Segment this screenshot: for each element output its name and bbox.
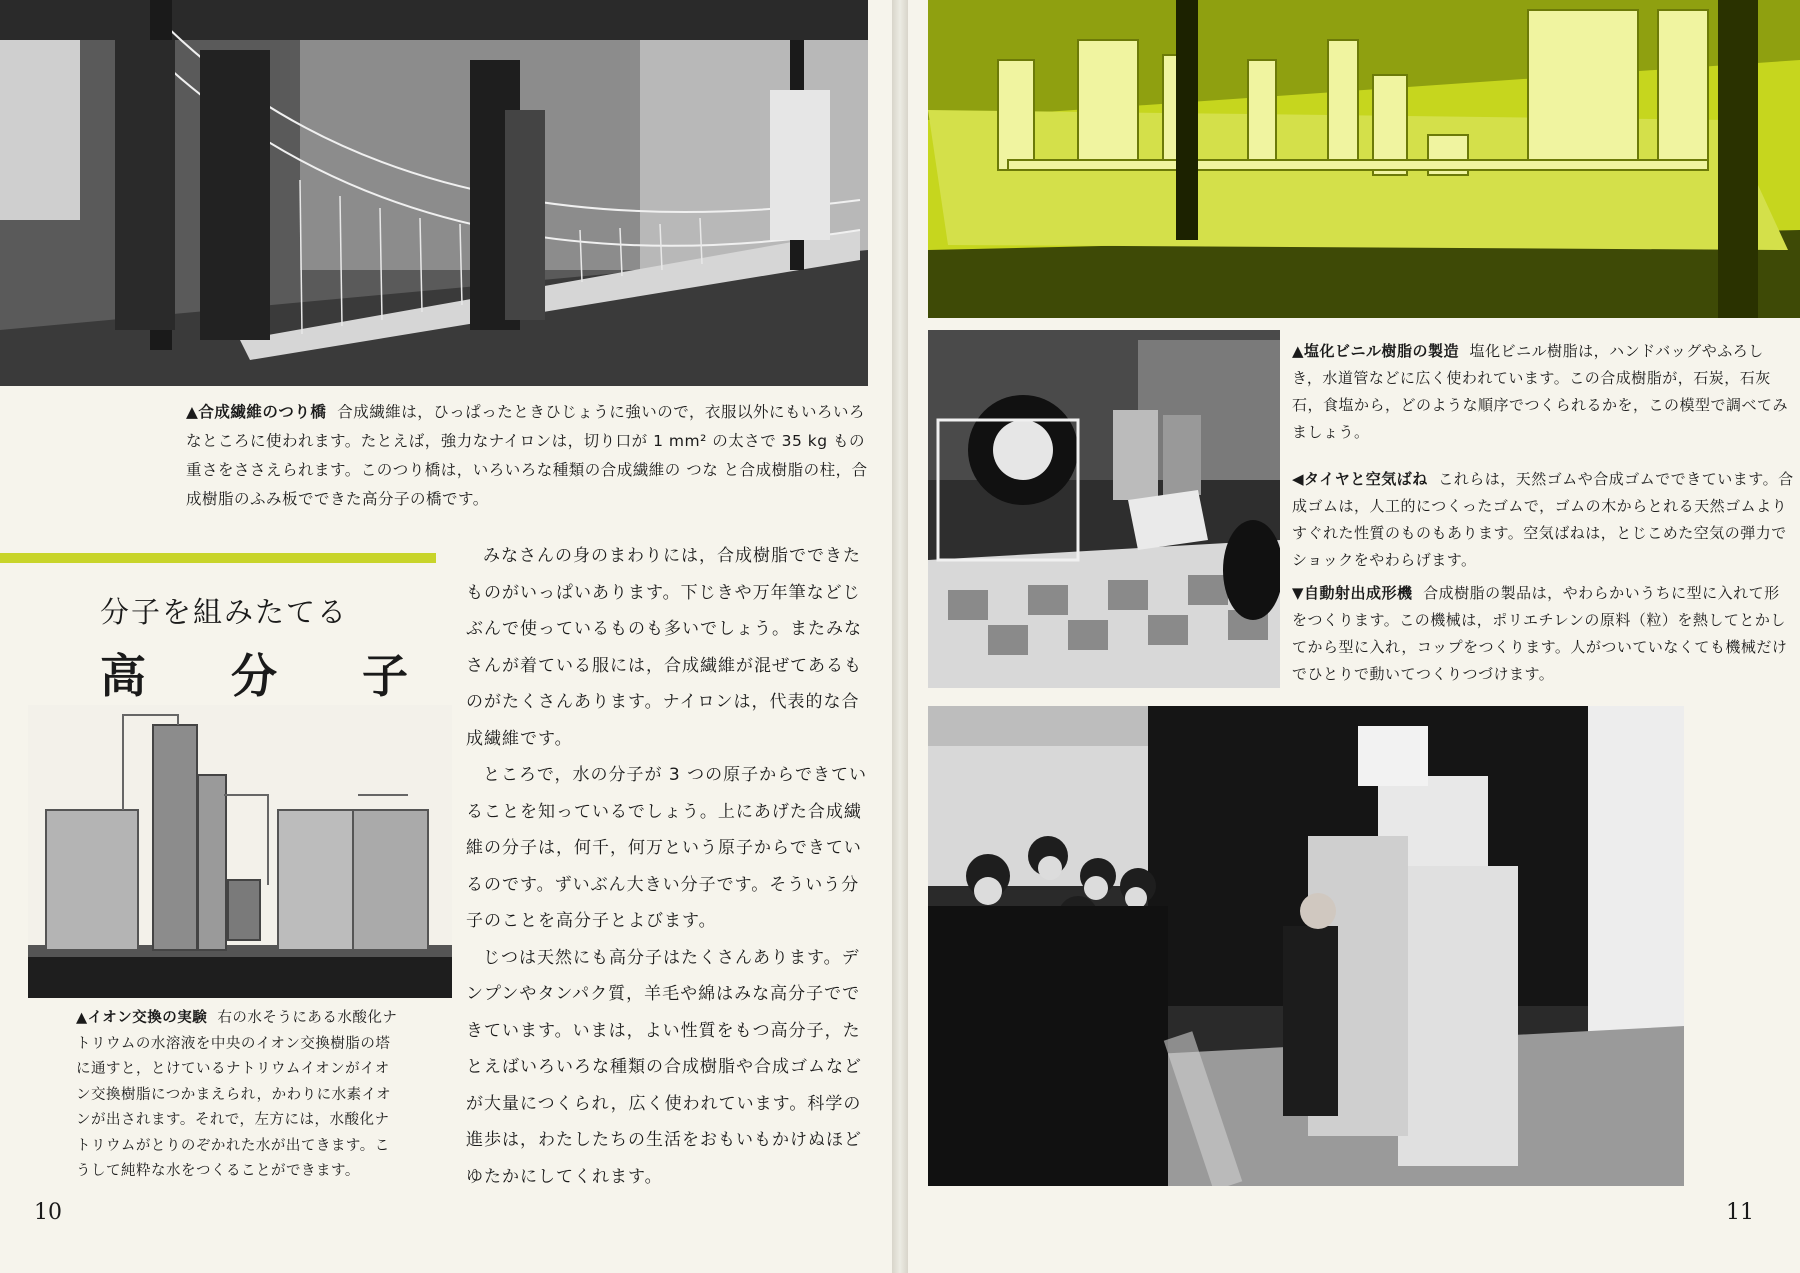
pvc-caption-text: 塩化ビニル樹脂は，ハンドバッグやふろしき，水道管などに広く使われています。この合成樹脂が，石炭，石灰石，食塩から，どのような順序でつくられるかを，この模型で調べてみましょう。 — [1292, 342, 1789, 441]
body-text — [466, 538, 868, 1195]
injection-caption-title: ▼自動射出成形機 — [1292, 584, 1413, 602]
section-accent-bar — [0, 553, 436, 563]
left-page — [0, 0, 892, 1273]
ion-caption-text: 右の水そうにある水酸化ナトリウムの水溶液を中央のイオン交換樹脂の塔に通すと，とけているナトリウムイオンがイオン交換樹脂につかまえられ，かわりに水素イオンが出されます。それで，左方には，水酸化ナトリウムがとりのぞかれた水が出てきます。こうして純粋な水をつくることができます。 — [76, 1010, 398, 1179]
heading-char-3: 子 — [362, 649, 408, 703]
bridge-caption-text: 合成繊維は，ひっぱったときひじょうに強いので，衣服以外にもいろいろなところに使われます。たとえば，強力なナイロンは，切り口が 1 mm² の太さで 35 kg もの重さをささえられます。このつり橋は，いろいろな種類の合成繊維の つな と合成樹脂の柱，合成樹脂のふみ板でできた高分子の橋です。 — [186, 403, 868, 508]
section-heading — [100, 640, 408, 706]
injection-caption — [1292, 580, 1794, 688]
heading-char-2: 分 — [231, 649, 277, 703]
tire-photo — [928, 330, 1280, 688]
ion-caption-title: ▲イオン交換の実験 — [76, 1010, 208, 1026]
section-subheading: 分子を組みたてる — [100, 595, 349, 629]
body-paragraph-2: ところで，水の分子が 3 つの原子からできていることを知っているでしょう。上にあげた合成繊維の分子は，何千，何万という原子からできているのです。ずいぶん大きい分子です。そういう分子のことを高分子とよびます。 — [466, 765, 867, 931]
right-page-number: 11 — [1726, 1200, 1754, 1225]
pvc-caption — [1292, 338, 1794, 446]
body-paragraph-1: みなさんの身のまわりには，合成樹脂でできたものがいっぱいあります。下じきや万年筆などじぶんで使っているものも多いでしょう。またみなさんが着ている服には，合成繊維が混ぜてあるものがたくさんあります。ナイロンは，代表的な合成繊維です。 — [466, 546, 862, 749]
pvc-model-photo — [928, 0, 1800, 318]
gutter — [892, 0, 908, 1273]
ion-exchange-photo — [28, 705, 452, 998]
tire-caption-title: ◀タイヤと空気ばね — [1292, 470, 1428, 488]
ion-caption — [76, 1006, 404, 1185]
body-paragraph-3: じつは天然にも高分子はたくさんあります。デンプンやタンパク質，羊毛や綿はみな高分子でできています。いまは，よい性質をもつ高分子，たとえばいろいろな種類の合成樹脂や合成ゴムなどが大量につくられ，広く使われています。科学の進歩は，わたしたちの生活をおもいもかけぬほどゆたかにしてくれます。 — [466, 947, 862, 1187]
tire-caption-text: これらは，天然ゴムや合成ゴムでできています。合成ゴムは，人工的につくったゴムで，ゴムの木からとれる天然ゴムよりすぐれた性質のものもあります。空気ばねは，とじこめた空気の弾力でショックをやわらげます。 — [1292, 470, 1794, 569]
heading-char-1: 高 — [100, 649, 146, 703]
right-page — [908, 0, 1800, 1273]
bridge-caption — [186, 398, 868, 514]
pvc-caption-title: ▲塩化ビニル樹脂の製造 — [1292, 342, 1460, 360]
injection-caption-text: 合成樹脂の製品は，やわらかいうちに型に入れて形をつくります。この機械は，ポリエチレンの原料（粒）を熱してとかしてから型に入れ，コップをつくります。人がついていなくても機械だけでひとりで動いてつくりつづけます。 — [1292, 584, 1788, 683]
left-page-number: 10 — [34, 1200, 62, 1225]
injection-machine-photo — [928, 706, 1684, 1186]
bridge-photo — [0, 0, 868, 386]
bridge-caption-title: ▲合成繊維のつり橋 — [186, 403, 327, 421]
tire-caption — [1292, 466, 1794, 574]
